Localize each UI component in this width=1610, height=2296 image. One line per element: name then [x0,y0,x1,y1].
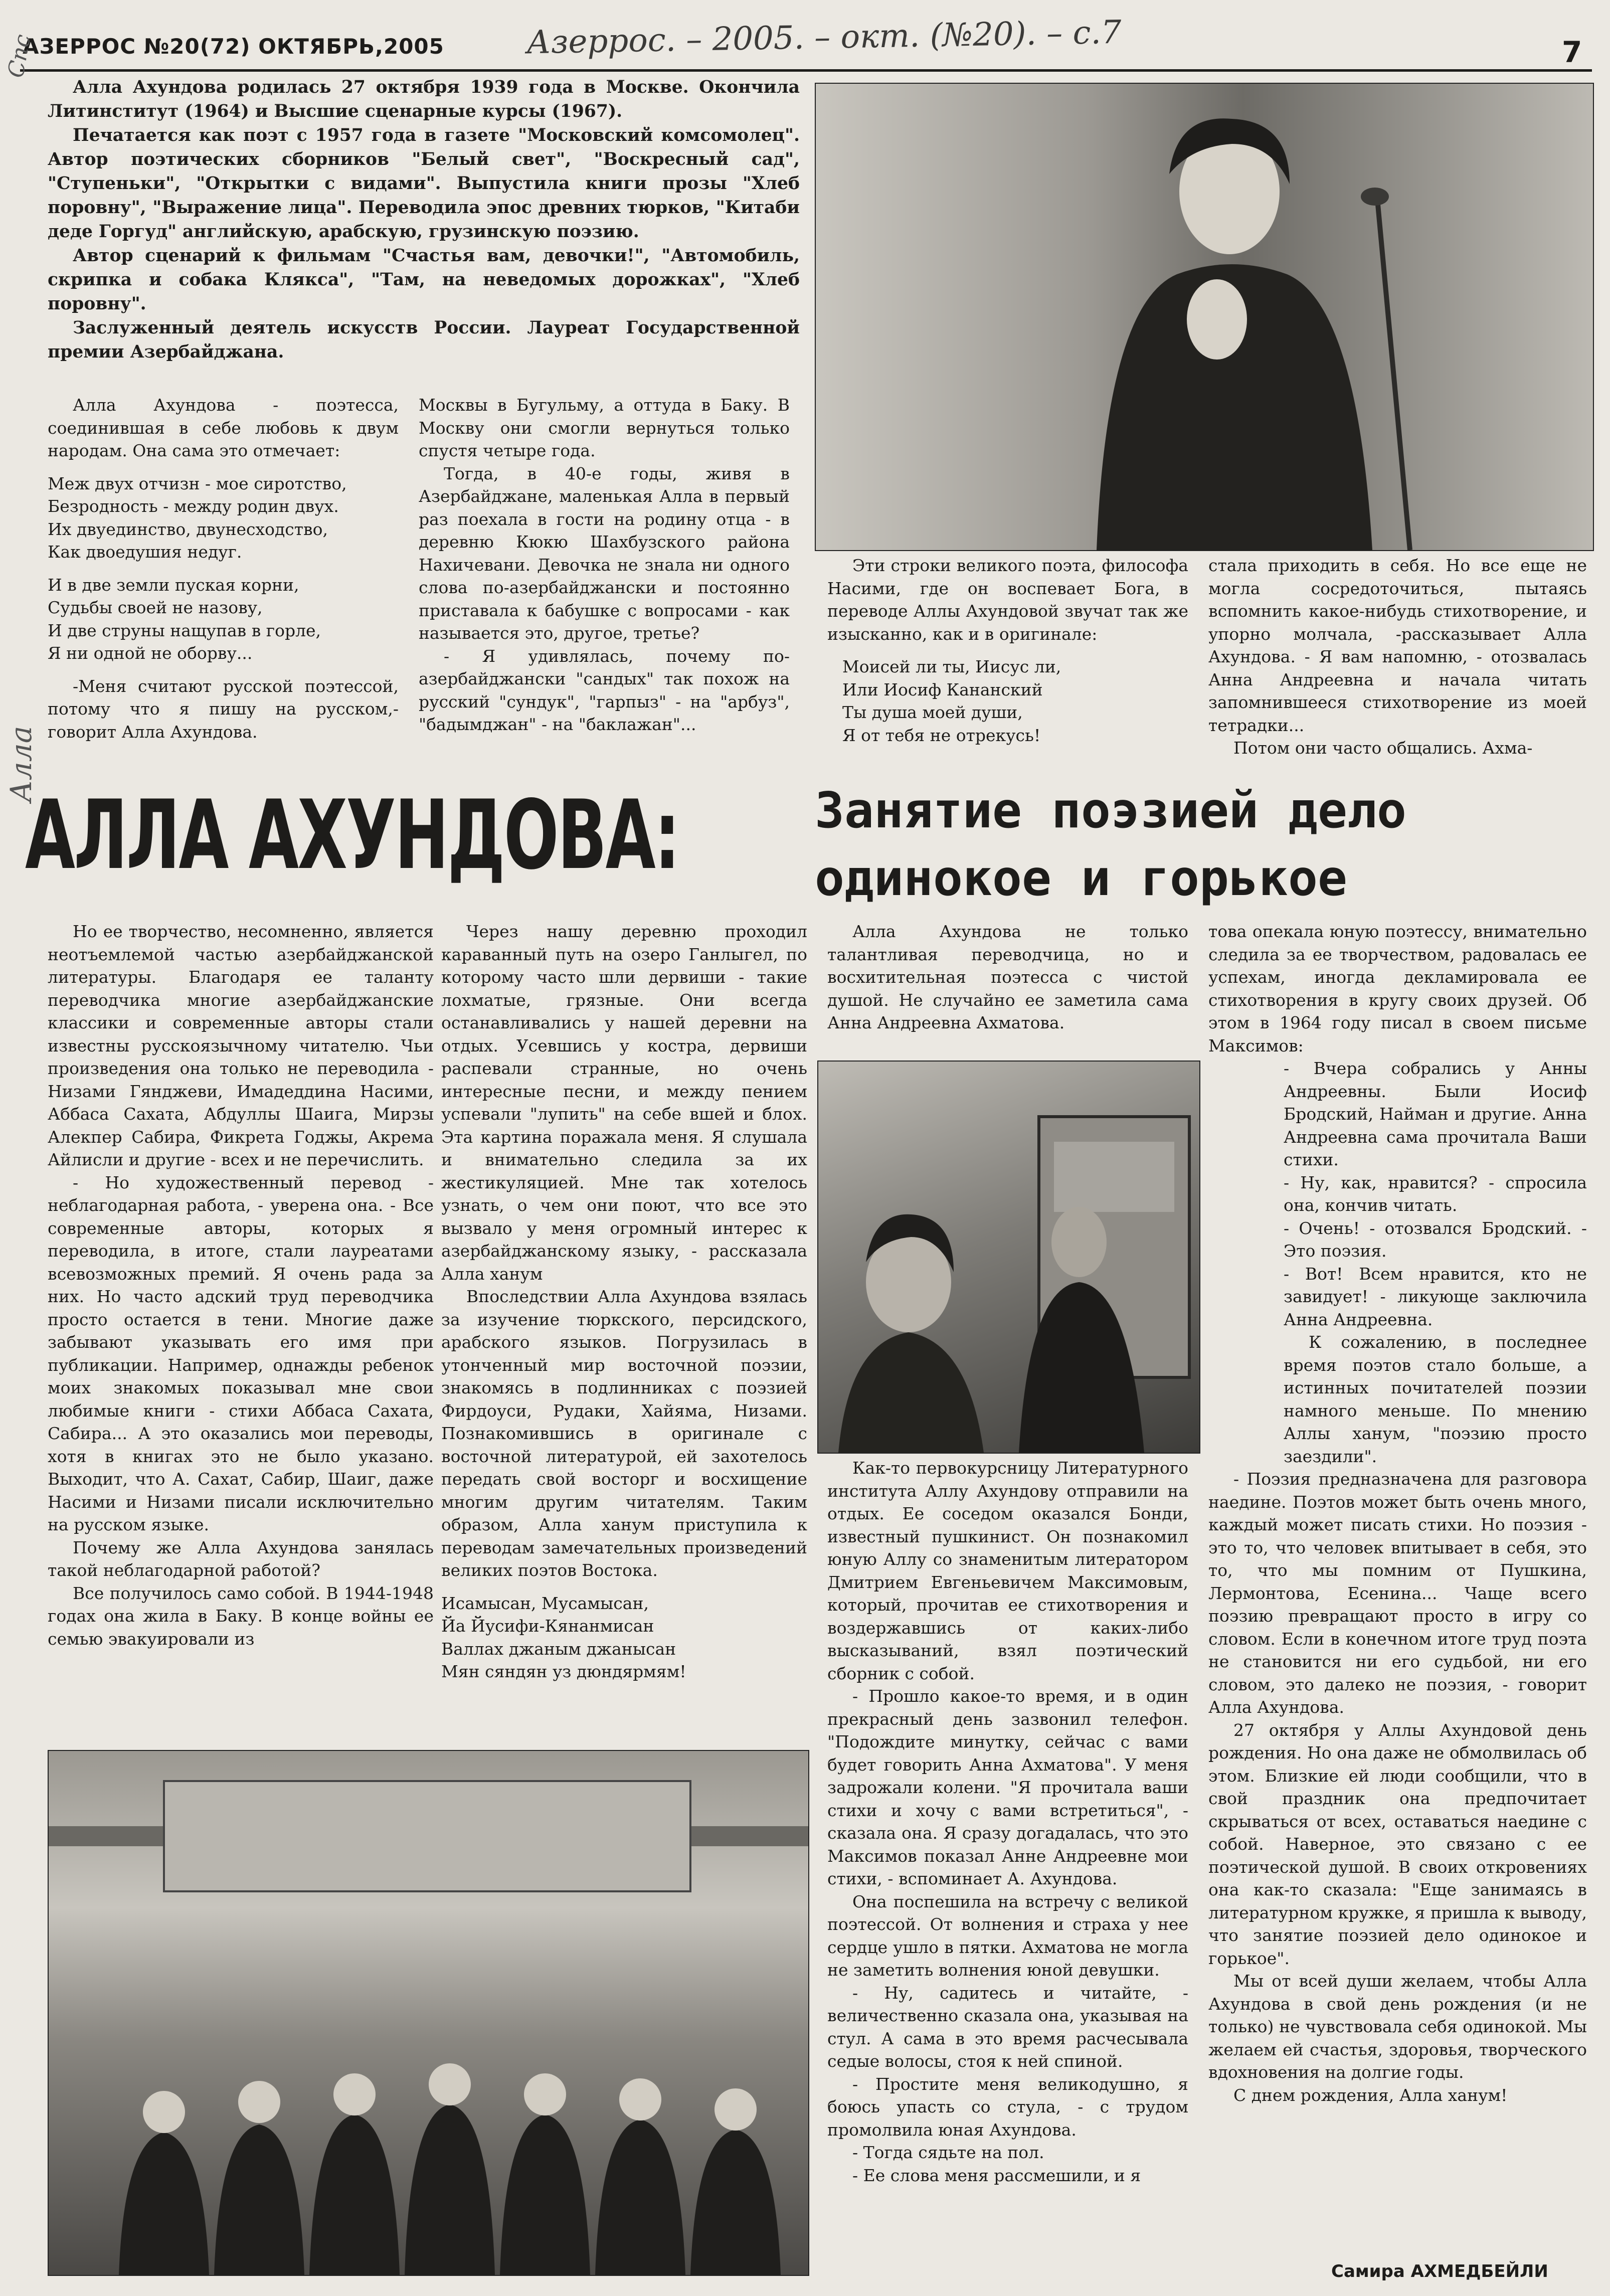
paragraph: Как-то первокурсницу Литературного института Аллу Ахундову отправили на отдых. Ее соседом оказался Бонди, известный пушкинист. Он познакомил юную Аллу со знаменитым литератором Дмитрием Евгеньевичем Максимовым, который, прочитав ее стихотворения и воздержавшись от каких-либо высказываний, взял поэтический сборник с собой. [827,1458,1188,1683]
verse-line: Я ни одной не оборву... [48,643,253,663]
paragraph: Почему же Алла Ахундова занялась такой неблагодарной работой? [48,1537,434,1580]
author-signature: Самира АХМЕДБЕЙЛИ [1331,2261,1548,2281]
bio-para: Автор сценарий к фильмам "Счастья вам, девочки!", "Автомобиль, скрипка и собака Клякса", "Там, на неведомых дорожках", "Хлеб поровну". [48,246,800,314]
paragraph: 27 октября у Аллы Ахундовой день рождения. Но она даже не обмолвилась об этом. Близкие ей люди сообщили, что в свой праздник она предпочитает скрываться от всех, оставаться наедине с собой. Наверное, это связано с ее поэтической душой. В своих откровениях она как-то сказала: "Еще занимаясь в литературном кружке, я пришла к выводу, что занятие поэзией дело одинокое и горькое". [1208,1720,1587,1968]
paragraph: Мы от всей души желаем, чтобы Алла Ахундова в свой день рождения (и не только) не чувствовала себя одинокой. Мы желаем ей счастья, здоровья, творческого вдохновения на долгие годы. [1208,1971,1587,2082]
masthead: АЗЕРРОС №20(72) ОКТЯБРЬ,2005 [23,34,444,59]
lower-column-d [1208,920,1587,2106]
lower-column-b [441,920,807,1693]
verse-line: Судьбы своей не назову, [48,598,263,617]
verse-line: Как двоедушия недуг. [48,542,242,562]
group-photo [48,1750,809,2276]
bio-para: Заслуженный деятель искусств России. Лауреат Государственной премии Азербайджана. [48,318,800,362]
exhibit-photo [817,1061,1200,1454]
column-c [827,554,1188,757]
paragraph: Но ее творчество, несомненно, является неотъемлемой частью азербайджанской литературы. Благодаря ее таланту переводчика многие азербайджанские классики и современные авторы стали известны русскоязычному читателю. Чьи произведения она только не переводила - Низами Гянджеви, Имадеддина Насими, Аббаса Сахата, Абдуллы Шаига, Мирзы Алекпер Сабира, Фикрета Годжы, Акрема Айлисли и другие - всех и не перечислить. [48,922,434,1169]
verse-line: Меж двух отчизн - мое сиротство, [48,473,347,493]
headline-name: АЛЛА АХУНДОВА: [25,780,679,891]
verse-line: Моисей ли ты, Иисус ли, [842,657,1061,676]
paragraph: това опекала юную поэтессу, внимательно следила за ее творчеством, радовалась ее успехам, иногда декламировала ее стихотворения в кругу своих друзей. Об этом в 1964 году писал в своем письме Максимов: [1208,922,1587,1055]
verse-line: Йа Йусифи-Кянанмисан [441,1616,654,1636]
portrait-figure-illustration [816,84,1593,550]
paragraph: Тогда, в 40-е годы, живя в Азербайджане, маленькая Алла в первый раз поехала в гости на родину отца - в деревню Кюкю Шахбузского района Нахичевани. Девочка не знала ни одного слова по-азербайджански и постоянно приставала к бабушке с вопросами - как называется это, другое, третье? [419,463,790,643]
verse-line: Исамысан, Мусамысан, [441,1593,649,1613]
verse-block [48,472,399,564]
paragraph: Потом они часто общались. Ахма- [1233,738,1533,758]
paragraph: - Тогда сядьте на пол. [852,2143,1044,2162]
verse-line: Ты душа моей души, [842,702,1023,722]
paragraph: - Вот! Всем нравится, кто не завидует! - ликующе заключила Анна Андреевна. [1284,1264,1587,1329]
verse-line: Их двуединство, двунесходство, [48,519,328,539]
header-rule [20,69,1592,72]
column-a [48,394,399,743]
verse-line: Или Иосиф Кананский [842,679,1043,699]
paragraph: -Меня считают русской поэтессой, потому что я пишу на русском,- говорит Алла Ахундова. [48,676,399,742]
exhibit-figures-illustration [818,1062,1199,1453]
headline-subtitle: Занятие поэзией дело одинокое и горькое [815,782,1407,907]
column-b [419,394,790,736]
verse-line: Я от тебя не отрекусь! [842,725,1041,745]
verse-line: Мян сяндян уз дюндярмям! [441,1662,686,1681]
paragraph: стала приходить в себя. Но все еще не могла сосредоточиться, пытаясь вспомнить какое-нибудь стихотворение, и упорно молчала, -рассказывает Алла Ахундова. - Я вам напомню, - отозвалась Анна Андреевна и начала читать запомнившееся стихотворение из моей тетрадки... [1208,556,1587,735]
column-d [1208,554,1587,760]
margin-note-left: Алла [4,726,38,802]
paragraph: - Ну, как, нравится? - спросила она, кончив читать. [1284,1172,1587,1215]
paragraph: Москвы в Бугульму, а оттуда в Баку. В Москву они смогли вернуться только спустя четыре года. [419,395,790,460]
page-number: 7 [1562,35,1582,69]
lower-column-c-top [827,920,1188,1034]
paragraph: Эти строки великого поэта, философа Насими, где он воспевает Бога, в переводе Аллы Ахундовой звучат так же изысканно, как и в оригинале: [827,556,1188,644]
paragraph: К сожалению, в последнее время поэтов стало больше, а истинных почитателей поэзии намного меньше. По мнению Аллы ханум, "поэзию просто заездили". [1284,1332,1587,1466]
paragraph: Алла Ахундова не только талантливая переводчица, но и восхитительная поэтесса с чистой душой. Не случайно ее заметила сама Анна Андреевна Ахматова. [827,922,1188,1032]
bio-block [48,75,800,364]
paragraph: - Поэзия предназначена для разговора наедине. Поэтов может быть очень много, каждый может писать стихи. Но поэзия - это то, что человек впитывает в себя, это то, что мы помним от Пушкина, Лермонтова, Есенина... Чаще всего поэзию превращают просто в игру со словом. Если в конечном итоге труд поэта не становится ни его судьбой, ни его словом, это далеко не поэзия, - говорит Алла Ахундова. [1208,1469,1587,1717]
verse-line: И две струны нащупав в горле, [48,620,321,640]
paragraph: - Но художественный перевод - неблагодарная работа, - уверена она. - Все современные авторы, которых я переводила, в итоге, стали лауреатами всевозможных премий. Я очень рада за них. Но часто адский труд переводчика просто остается в тени. Многие даже забывают указывать его имя при публикации. Например, однажды ребенок моих знакомых показывал мне свои любимые книги - стихи Аббаса Сахата, Сабира... А это оказались мои переводы, хотя в книгах это не было указано. Выходит, что А. Сахат, Сабир, Шаиг, даже Насими и Низами писали исключительно на русском языке. [48,1172,434,1534]
margin-note-top: Спс [3,32,36,80]
verse-block [48,574,399,665]
paragraph: С днем рождения, Алла ханум! [1233,2085,1508,2105]
group-figures-illustration [49,1751,808,2275]
paragraph: - Ее слова меня рассмешили, и я [852,2165,1141,2185]
paragraph: - Простите меня великодушно, я боюсь упасть со стула, - с трудом промолвила юная Ахундова. [827,2074,1188,2140]
lower-column-c [827,1457,1188,2187]
paragraph: Через нашу деревню проходил караванный путь на озеро Ганлыгел, по которому часто шли дервиши - такие лохматые, грязные. Они всегда останавливались у нашей деревни на отдых. Усевшись у костра, дервиши распевали странные, но очень интересные песни, и между пением успевали "лупить" на себе вшей и блох. Эта картина поражала меня. Я слушала и внимательно следила за их жестикуляцией. Мне так хотелось узнать, о чем они поют, что все это вызвало у меня огромный интерес к азербайджанскому языку, - рассказала Алла ханум [441,922,807,1284]
bio-para: Печатается как поэт с 1957 года в газете "Московский комсомолец". Автор поэтических сборников "Белый свет", "Воскресный сад", "Ступеньки", "Открытки с видами". Выпустила книги прозы "Хлеб поровну", "Выражение лица". Переводила эпос древних тюрков, "Китаби деде Горгуд" английскую, арабскую, грузинскую поэзию. [48,125,800,242]
paragraph: - Ну, садитесь и читайте, - величественно сказала она, указывая на стул. А сама в это время расчесывала седые волосы, стоя к ней спиной. [827,1983,1188,2071]
verse-block [441,1592,807,1683]
portrait-photo [815,83,1594,551]
verse-block [842,655,1188,747]
handwritten-note: Азеррос. – 2005. – окт. (№20). – с.7 [526,14,1122,62]
paragraph: Алла Ахундова - поэтесса, соединившая в себе любовь к двум народам. Она сама это отмечает: [48,395,399,460]
bio-para: Алла Ахундова родилась 27 октября 1939 года в Москве. Окончила Литинститут (1964) и Высшие сценарные курсы (1967). [48,77,800,121]
verse-line: Валлах джаным джанысан [441,1639,676,1659]
paragraph: Все получилось само собой. В 1944-1948 годах она жила в Баку. В конце войны ее семью эвакуировали из [48,1583,434,1649]
lower-column-a [48,920,434,1650]
paragraph: - Вчера собрались у Анны Андреевны. Были Иосиф Бродский, Найман и другие. Анна Андреевна сама прочитала Ваши стихи. [1284,1058,1587,1169]
paragraph: - Прошло какое-то время, и в один прекрасный день зазвонил телефон. "Подождите минутку, сейчас с вами будет говорить Анна Ахматова". У меня задрожали колени. "Я прочитала ваши стихи и хочу с вами встретиться", - сказала она. Я сразу догадалась, что это Максимов показал Анне Андреевне мои стихи, - вспоминает А. Ахундова. [827,1686,1188,1888]
paragraph: Впоследствии Алла Ахундова взялась за изучение тюркского, персидского, арабского языков. Погрузилась в утонченный мир восточной поэзии, знакомясь в подлинниках с поэзией Фирдоуси, Рудаки, Хайяма, Низами. Познакомившись в оригинале с восточной литературой, ей захотелось передать свой восторг и восхищение многим другим читателям. Таким образом, Алла ханум приступила к переводам замечательных произведений великих поэтов Востока. [441,1287,807,1580]
paragraph: - Я удивлялась, почему по-азербайджански "сандых" так похож на русский "сундук", "гарпыз" - на "арбуз", "бадымджан" - на "баклажан"... [419,646,790,734]
verse-line: И в две земли пуская корни, [48,575,299,595]
verse-line: Безродность - между родин двух. [48,496,339,516]
paragraph: Она поспешила на встречу с великой поэтессой. От волнения и страха у нее сердце ушло в пятки. Ахматова не могла не заметить волнения юной девушки. [827,1891,1188,1980]
paragraph: - Очень! - отозвался Бродский. - Это поэзия. [1284,1218,1587,1261]
